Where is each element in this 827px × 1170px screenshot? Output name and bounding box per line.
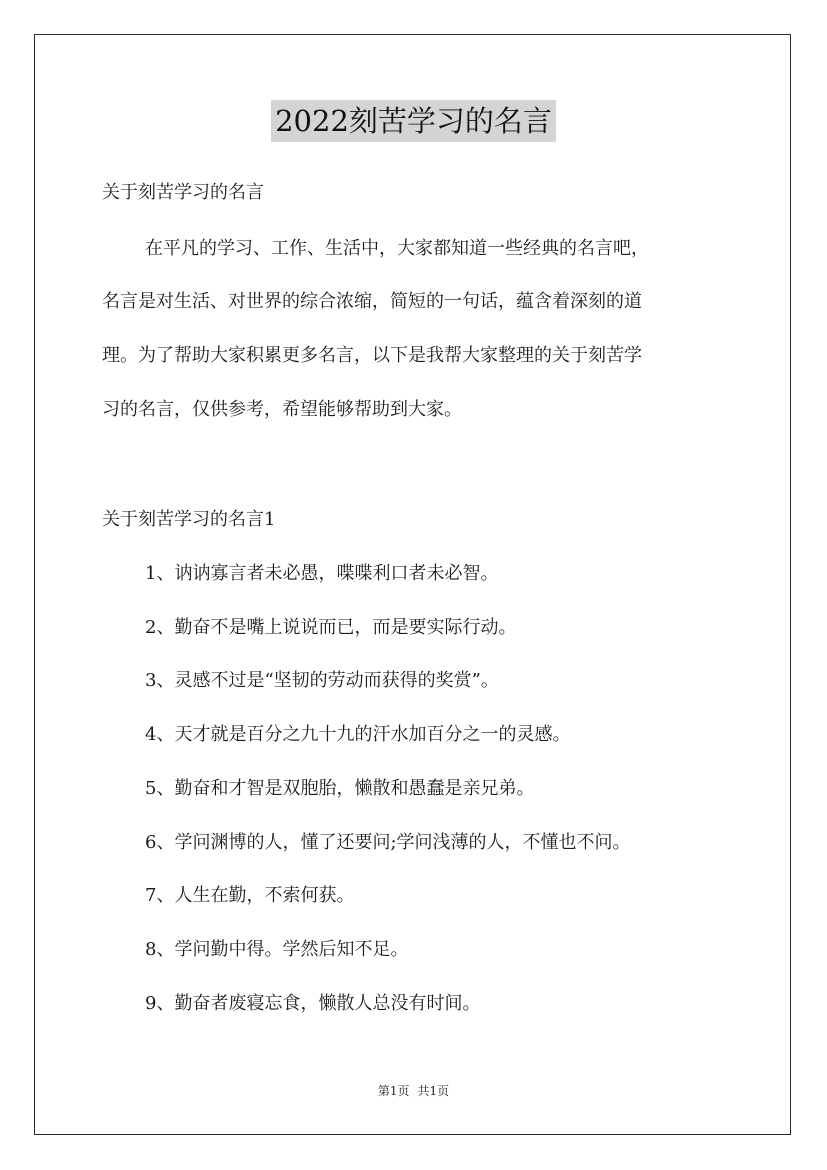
quote-item: 1、讷讷寡言者未必愚，喋喋利口者未必智。	[145, 563, 499, 584]
document-title: 2022刻苦学习的名言	[271, 100, 556, 142]
intro-line-1: 在平凡的学习、工作、生活中，大家都知道一些经典的名言吧，	[145, 238, 649, 259]
intro-line-4: 习的名言，仅供参考，希望能够帮助到大家。	[102, 399, 462, 420]
intro-line-2: 名言是对生活、对世界的综合浓缩，简短的一句话，蕴含着深刻的道	[102, 291, 642, 312]
quote-item: 9、勤奋者废寝忘食，懒散人总没有时间。	[145, 993, 481, 1014]
section-heading: 关于刻苦学习的名言1	[102, 509, 276, 530]
quote-item: 7、人生在勤，不索何获。	[145, 885, 355, 906]
intro-line-3: 理。为了帮助大家积累更多名言，以下是我帮大家整理的关于刻苦学	[102, 345, 642, 366]
quote-item: 6、学问渊博的人，懂了还要问;学问浅薄的人，不懂也不问。	[145, 832, 631, 853]
page-number: 第1页	[377, 1084, 410, 1098]
quote-item: 8、学问勤中得。学然后知不足。	[145, 939, 409, 960]
intro-heading: 关于刻苦学习的名言	[102, 182, 264, 203]
page-total: 共1页	[417, 1084, 450, 1098]
quote-item: 2、勤奋不是嘴上说说而已，而是要实际行动。	[145, 617, 517, 638]
title-container	[0, 100, 827, 142]
quote-item: 3、灵感不过是“坚韧的劳动而获得的奖赏”。	[145, 670, 499, 691]
page-footer	[0, 1083, 827, 1099]
quote-item: 4、天才就是百分之九十九的汗水加百分之一的灵感。	[145, 724, 571, 745]
quote-item: 5、勤奋和才智是双胞胎，懒散和愚蠢是亲兄弟。	[145, 778, 535, 799]
